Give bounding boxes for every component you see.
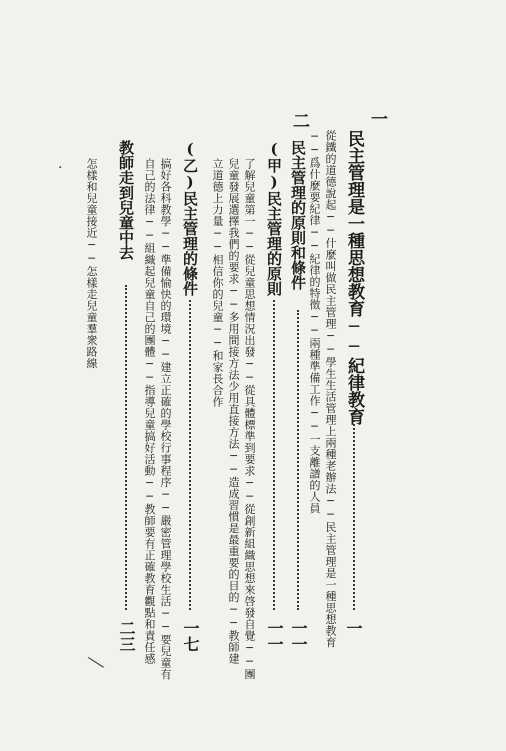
toc-entry-2-leader — [297, 310, 299, 610]
toc-entry-3-sub-3: 立道德上力量──相信你的兒童──和家長合作 — [211, 158, 224, 408]
toc-entry-4-page: 一七 — [181, 620, 200, 652]
toc-entry-1-sub-1: 從鐵的道德說起──什麼叫做民主管理──學生生活管理上兩種老辦法──民主管理是一種思想教育 — [324, 130, 337, 648]
toc-entry-1-sub-2: ──爲什麼要紀律──紀律的特徵──兩種準備工作──一支離譜的人員 — [308, 130, 321, 514]
toc-entry-3-leader — [273, 300, 275, 610]
toc-entry-5-leader — [125, 285, 127, 610]
toc-entry-1-num: 一 — [367, 110, 387, 127]
toc-entry-2-page: 一一 — [289, 620, 308, 652]
toc-entry-2-title: 民主管理的原則和條件 — [289, 140, 307, 290]
toc-entry-3-title: (甲)民主管理的原則 — [265, 140, 283, 296]
toc-entry-5-title: 教師走到兒童中去 — [117, 140, 135, 260]
toc-entry-2-num: 二 — [289, 112, 309, 129]
toc-entry-4-sub-1: 搞好各科教學──準備愉快的環境──建立正確的學校行事程序──嚴密管理學校生活──要兒童有 — [159, 158, 172, 680]
toc-entry-6-sub-1: 怎樣和兒童接近──怎樣走兒童羣衆路線 — [85, 158, 98, 369]
toc-entry-3-sub-2: 兒童發展選擇我們的要求──多用間接方法少用直接方法──造成習慣是最重要的目的──教師建 — [227, 158, 240, 665]
toc-entry-1-page: 一 — [344, 620, 363, 636]
scan-speck: · — [58, 160, 63, 176]
toc-entry-1-title: 民主管理是一種思想教育──紀律教育 — [344, 130, 364, 425]
toc-entry-5-page: 二三 — [117, 620, 136, 652]
toc-entry-4-sub-2: 自己的法律──組織起兒童自己的團體──指導兒童搞好活動──教師要有正確教育觀點和責任感 — [143, 158, 156, 665]
toc-entry-1-leader — [353, 420, 355, 610]
toc-entry-3-page: 一一 — [265, 620, 284, 652]
toc-entry-4-title: (乙)民主管理的條件 — [181, 140, 199, 296]
toc-entry-3-sub-1: 了解兒童第一──從兒童思想情況出發──從具體標準到要求──從創新組織思想來啓發自覺──團 — [243, 158, 256, 680]
toc-entry-4-leader — [189, 300, 191, 610]
scan-stroke: ╲ — [88, 653, 104, 673]
